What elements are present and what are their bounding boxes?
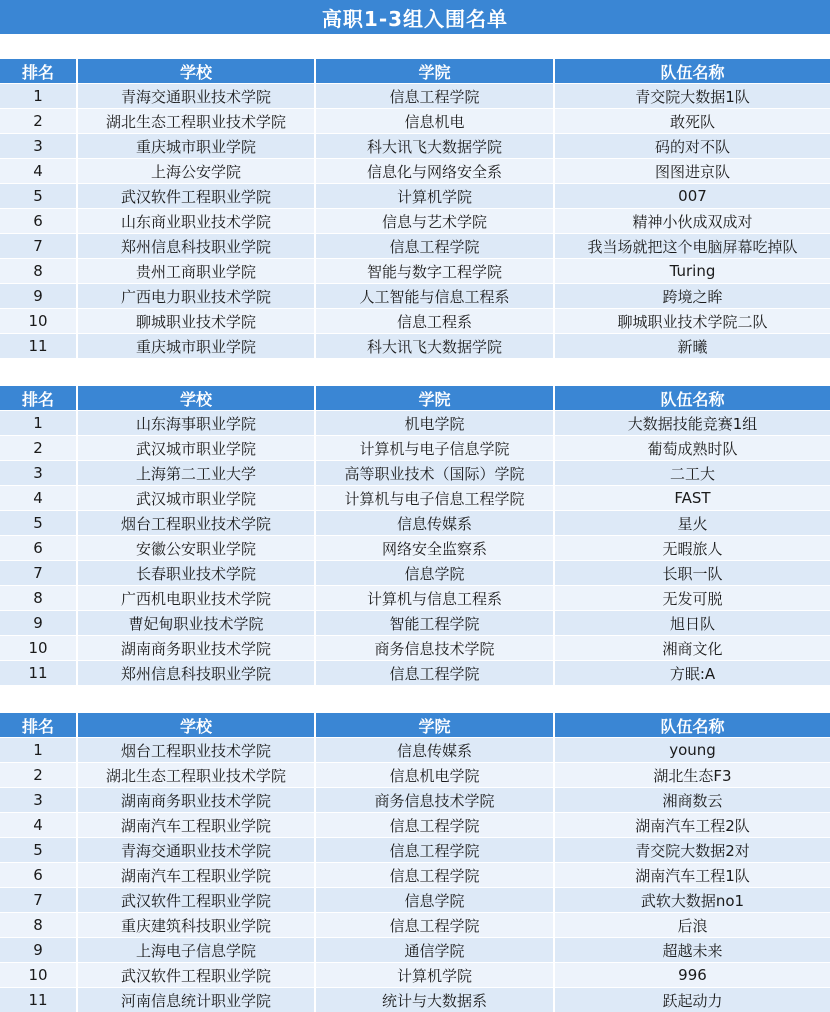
table-header-row — [0, 713, 830, 737]
cell-rank: 9 — [0, 283, 76, 308]
cell-rank: 9 — [0, 610, 76, 635]
cell-team: young — [553, 737, 830, 762]
cell-school: 湖南商务职业技术学院 — [76, 635, 314, 660]
cell-school: 安徽公安职业学院 — [76, 535, 314, 560]
cell-school: 烟台工程职业技术学院 — [76, 510, 314, 535]
cell-college: 科大讯飞大数据学院 — [314, 333, 553, 358]
column-header-team: 队伍名称 — [553, 386, 830, 410]
table-row — [0, 635, 830, 660]
cell-college: 信息化与网络安全系 — [314, 158, 553, 183]
cell-rank: 11 — [0, 660, 76, 685]
cell-team: 码的对不队 — [553, 133, 830, 158]
cell-team: 大数据技能竞赛1组 — [553, 410, 830, 435]
cell-team: 湘商数云 — [553, 787, 830, 812]
cell-rank: 10 — [0, 635, 76, 660]
table-row — [0, 660, 830, 685]
cell-college: 计算机与信息工程系 — [314, 585, 553, 610]
cell-team: 精神小伙成双成对 — [553, 208, 830, 233]
cell-rank: 5 — [0, 837, 76, 862]
cell-school: 武汉软件工程职业学院 — [76, 183, 314, 208]
cell-school: 青海交通职业技术学院 — [76, 837, 314, 862]
cell-team: 旭日队 — [553, 610, 830, 635]
cell-school: 青海交通职业技术学院 — [76, 83, 314, 108]
table-row — [0, 560, 830, 585]
table-row — [0, 208, 830, 233]
cell-college: 计算机学院 — [314, 962, 553, 987]
cell-rank: 11 — [0, 987, 76, 1012]
table-row — [0, 108, 830, 133]
table-row — [0, 610, 830, 635]
cell-school: 湖北生态工程职业技术学院 — [76, 108, 314, 133]
cell-college: 信息工程学院 — [314, 812, 553, 837]
cell-school: 湖北生态工程职业技术学院 — [76, 762, 314, 787]
table-row — [0, 133, 830, 158]
cell-college: 统计与大数据系 — [314, 987, 553, 1012]
table-row — [0, 83, 830, 108]
cell-rank: 2 — [0, 435, 76, 460]
cell-college: 计算机与电子信息学院 — [314, 435, 553, 460]
cell-team: 996 — [553, 962, 830, 987]
table-row — [0, 460, 830, 485]
cell-school: 重庆城市职业学院 — [76, 333, 314, 358]
table-row — [0, 308, 830, 333]
table-row — [0, 737, 830, 762]
column-header-rank: 排名 — [0, 386, 76, 410]
cell-college: 商务信息技术学院 — [314, 787, 553, 812]
cell-rank: 2 — [0, 762, 76, 787]
cell-college: 机电学院 — [314, 410, 553, 435]
table-row — [0, 862, 830, 887]
cell-team: 湖南汽车工程2队 — [553, 812, 830, 837]
cell-rank: 11 — [0, 333, 76, 358]
cell-school: 上海公安学院 — [76, 158, 314, 183]
cell-college: 人工智能与信息工程系 — [314, 283, 553, 308]
cell-college: 网络安全监察系 — [314, 535, 553, 560]
cell-team: 图图进京队 — [553, 158, 830, 183]
cell-college: 信息与艺术学院 — [314, 208, 553, 233]
cell-rank: 7 — [0, 887, 76, 912]
cell-team: 长职一队 — [553, 560, 830, 585]
cell-school: 河南信息统计职业学院 — [76, 987, 314, 1012]
cell-school: 长春职业技术学院 — [76, 560, 314, 585]
cell-rank: 4 — [0, 158, 76, 183]
table-row — [0, 837, 830, 862]
cell-rank: 10 — [0, 962, 76, 987]
cell-college: 信息工程学院 — [314, 83, 553, 108]
cell-college: 信息工程学院 — [314, 233, 553, 258]
cell-college: 智能与数字工程学院 — [314, 258, 553, 283]
ranking-table-3 — [0, 713, 830, 1012]
cell-team: 敢死队 — [553, 108, 830, 133]
column-header-rank: 排名 — [0, 713, 76, 737]
cell-school: 曹妃甸职业技术学院 — [76, 610, 314, 635]
cell-college: 信息工程系 — [314, 308, 553, 333]
table-row — [0, 762, 830, 787]
cell-college: 信息传媒系 — [314, 737, 553, 762]
ranking-table-2 — [0, 386, 830, 685]
cell-college: 计算机与电子信息工程学院 — [314, 485, 553, 510]
cell-team: 聊城职业技术学院二队 — [553, 308, 830, 333]
table-row — [0, 962, 830, 987]
cell-rank: 3 — [0, 787, 76, 812]
cell-college: 信息工程学院 — [314, 837, 553, 862]
cell-rank: 1 — [0, 83, 76, 108]
cell-school: 山东商业职业技术学院 — [76, 208, 314, 233]
table-row — [0, 410, 830, 435]
cell-team: 超越未来 — [553, 937, 830, 962]
cell-rank: 8 — [0, 258, 76, 283]
page-title: 高职1-3组入围名单 — [0, 0, 830, 34]
cell-rank: 10 — [0, 308, 76, 333]
cell-college: 信息学院 — [314, 887, 553, 912]
cell-rank: 6 — [0, 208, 76, 233]
table-row — [0, 987, 830, 1012]
table-row — [0, 333, 830, 358]
cell-team: 无暇旅人 — [553, 535, 830, 560]
cell-school: 武汉软件工程职业学院 — [76, 887, 314, 912]
table-row — [0, 233, 830, 258]
table-row — [0, 435, 830, 460]
table-header-row — [0, 386, 830, 410]
cell-rank: 5 — [0, 183, 76, 208]
cell-team: Turing — [553, 258, 830, 283]
table-row — [0, 535, 830, 560]
cell-school: 山东海事职业学院 — [76, 410, 314, 435]
cell-school: 郑州信息科技职业学院 — [76, 233, 314, 258]
cell-rank: 4 — [0, 485, 76, 510]
cell-college: 信息机电 — [314, 108, 553, 133]
cell-rank: 2 — [0, 108, 76, 133]
cell-team: 湖南汽车工程1队 — [553, 862, 830, 887]
cell-school: 郑州信息科技职业学院 — [76, 660, 314, 685]
cell-college: 智能工程学院 — [314, 610, 553, 635]
cell-team: 我当场就把这个电脑屏幕吃掉队 — [553, 233, 830, 258]
cell-college: 信息学院 — [314, 560, 553, 585]
cell-school: 湖南汽车工程职业学院 — [76, 812, 314, 837]
table-row — [0, 183, 830, 208]
cell-rank: 3 — [0, 133, 76, 158]
ranking-tables — [0, 59, 830, 1012]
cell-school: 广西机电职业技术学院 — [76, 585, 314, 610]
cell-college: 信息传媒系 — [314, 510, 553, 535]
cell-school: 湖南汽车工程职业学院 — [76, 862, 314, 887]
cell-team: 后浪 — [553, 912, 830, 937]
ranking-table-1 — [0, 59, 830, 358]
cell-college: 科大讯飞大数据学院 — [314, 133, 553, 158]
table-row — [0, 158, 830, 183]
column-header-school: 学校 — [76, 386, 314, 410]
cell-team: 无发可脱 — [553, 585, 830, 610]
cell-rank: 4 — [0, 812, 76, 837]
cell-school: 上海电子信息学院 — [76, 937, 314, 962]
table-row — [0, 812, 830, 837]
column-header-team: 队伍名称 — [553, 713, 830, 737]
cell-school: 重庆建筑科技职业学院 — [76, 912, 314, 937]
cell-school: 武汉城市职业学院 — [76, 485, 314, 510]
cell-rank: 5 — [0, 510, 76, 535]
table-row — [0, 258, 830, 283]
cell-team: 跃起动力 — [553, 987, 830, 1012]
cell-team: 方眠:A — [553, 660, 830, 685]
table-row — [0, 485, 830, 510]
column-header-school: 学校 — [76, 713, 314, 737]
cell-team: 新曦 — [553, 333, 830, 358]
cell-team: 武软大数据no1 — [553, 887, 830, 912]
cell-school: 贵州工商职业学院 — [76, 258, 314, 283]
column-header-college: 学院 — [314, 59, 553, 83]
cell-school: 上海第二工业大学 — [76, 460, 314, 485]
column-header-team: 队伍名称 — [553, 59, 830, 83]
cell-rank: 6 — [0, 535, 76, 560]
cell-rank: 1 — [0, 737, 76, 762]
cell-team: 青交院大数据1队 — [553, 83, 830, 108]
cell-team: 星火 — [553, 510, 830, 535]
cell-college: 信息工程学院 — [314, 912, 553, 937]
cell-rank: 1 — [0, 410, 76, 435]
column-header-college: 学院 — [314, 713, 553, 737]
column-header-college: 学院 — [314, 386, 553, 410]
cell-rank: 8 — [0, 585, 76, 610]
cell-rank: 8 — [0, 912, 76, 937]
cell-school: 武汉软件工程职业学院 — [76, 962, 314, 987]
cell-rank: 7 — [0, 560, 76, 585]
cell-college: 信息工程学院 — [314, 862, 553, 887]
cell-team: 葡萄成熟时队 — [553, 435, 830, 460]
table-row — [0, 510, 830, 535]
table-row — [0, 585, 830, 610]
cell-team: 青交院大数据2对 — [553, 837, 830, 862]
cell-school: 广西电力职业技术学院 — [76, 283, 314, 308]
cell-rank: 7 — [0, 233, 76, 258]
column-header-school: 学校 — [76, 59, 314, 83]
cell-school: 聊城职业技术学院 — [76, 308, 314, 333]
column-header-rank: 排名 — [0, 59, 76, 83]
cell-college: 计算机学院 — [314, 183, 553, 208]
cell-college: 商务信息技术学院 — [314, 635, 553, 660]
cell-school: 烟台工程职业技术学院 — [76, 737, 314, 762]
cell-college: 高等职业技术（国际）学院 — [314, 460, 553, 485]
cell-college: 信息机电学院 — [314, 762, 553, 787]
table-row — [0, 937, 830, 962]
cell-rank: 3 — [0, 460, 76, 485]
cell-college: 通信学院 — [314, 937, 553, 962]
table-row — [0, 787, 830, 812]
cell-school: 武汉城市职业学院 — [76, 435, 314, 460]
table-row — [0, 887, 830, 912]
cell-rank: 9 — [0, 937, 76, 962]
table-row — [0, 912, 830, 937]
cell-team: 跨境之眸 — [553, 283, 830, 308]
cell-team: 湘商文化 — [553, 635, 830, 660]
cell-school: 重庆城市职业学院 — [76, 133, 314, 158]
table-header-row — [0, 59, 830, 83]
cell-team: FAST — [553, 485, 830, 510]
cell-team: 湖北生态F3 — [553, 762, 830, 787]
cell-school: 湖南商务职业技术学院 — [76, 787, 314, 812]
cell-college: 信息工程学院 — [314, 660, 553, 685]
cell-team: 007 — [553, 183, 830, 208]
cell-rank: 6 — [0, 862, 76, 887]
table-row — [0, 283, 830, 308]
cell-team: 二工大 — [553, 460, 830, 485]
